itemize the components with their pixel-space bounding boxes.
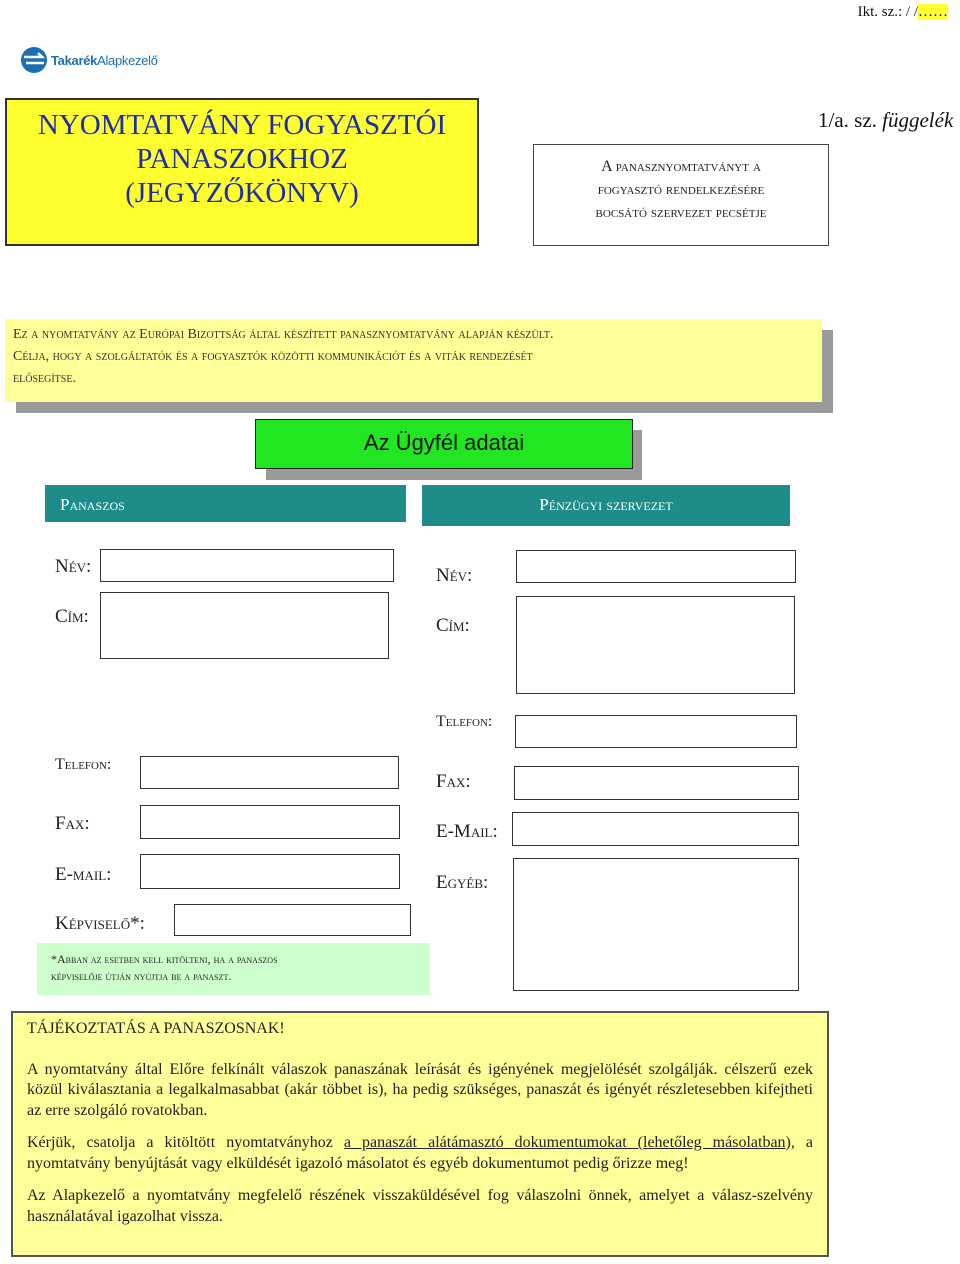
institution-phone-field[interactable] bbox=[515, 715, 797, 748]
attachments-emphasis: a panaszát alátámasztó dokumentumokat (lehetőleg másolatban), bbox=[343, 1134, 795, 1151]
institution-fax-field[interactable] bbox=[514, 766, 799, 800]
complainant-address-label: Cím: bbox=[55, 606, 89, 627]
complainant-name-label: Név: bbox=[55, 556, 92, 577]
registry-highlight: …… bbox=[918, 4, 948, 20]
complainant-information-box bbox=[11, 1011, 829, 1257]
institution-name-label: Név: bbox=[436, 565, 473, 586]
info-paragraph-2: Kérjük, csatolja a kitöltött nyomtatványhoz a panaszát alátámasztó dokumentumokat (lehetőleg másolatban), a nyomtatvány benyújtását vagy elküldését igazoló másolatot és egyéb dokumentumot pedig őrizze meg! bbox=[27, 1134, 814, 1172]
info-paragraph-3: Az Alapkezelő a nyomtatvány megfelelő részének visszaküldésével fog válaszolni önnek, amelyet a válasz-szelvény használatával igazolhat vissza. bbox=[27, 1187, 813, 1225]
stamp-box: A panasznyomtatványt a fogyasztó rendelkezésére bocsátó szervezet pecsétje bbox=[533, 144, 829, 246]
logo-text: TakarékAlapkezelő bbox=[51, 52, 158, 68]
complainant-fax-field[interactable] bbox=[140, 805, 400, 839]
complainant-address-field[interactable] bbox=[100, 592, 389, 659]
representative-label: Képviselő*: bbox=[55, 913, 145, 934]
representative-field[interactable] bbox=[174, 904, 411, 936]
institution-email-label: E-Mail: bbox=[436, 821, 498, 842]
institution-name-field[interactable] bbox=[516, 550, 796, 583]
takarek-logo-icon bbox=[20, 46, 48, 74]
form-title: NYOMTATVÁNY FOGYASZTÓI PANASZOKHOZ (JEGYZŐKÖNYV) bbox=[5, 98, 479, 246]
institution-fax-label: Fax: bbox=[436, 771, 471, 792]
institution-email-field[interactable] bbox=[512, 812, 799, 846]
info-paragraph-1: A nyomtatvány által Előre felkínált válaszok panaszának leírását és igényének megjelölését szolgálják. célszerű ezek közül kiválasztania a legalkalmasabbat (akár többet is), ha pedig szükséges, panaszát és igényét részletesebben kifejtheti az erre szolgáló rovatokban. bbox=[27, 1060, 813, 1119]
complainant-phone-field[interactable] bbox=[140, 756, 399, 789]
institution-address-field[interactable] bbox=[516, 596, 795, 694]
complainant-name-field[interactable] bbox=[100, 549, 394, 582]
registry-number: Ikt. sz.: / /…… bbox=[857, 4, 948, 20]
representative-footnote: *Abban az esetben kell kitölteni, ha a panaszos képviselője útján nyújtja be a panaszt. bbox=[37, 943, 430, 995]
institution-other-label: Egyéb: bbox=[436, 872, 489, 893]
complainant-email-field[interactable] bbox=[140, 854, 400, 889]
client-data-heading: Az Ügyfél adatai bbox=[255, 419, 633, 469]
complainant-email-label: E-mail: bbox=[55, 864, 112, 885]
institution-other-field[interactable] bbox=[513, 858, 799, 991]
appendix-label: 1/a. sz. függelék bbox=[818, 108, 954, 132]
info-heading: TÁJÉKOZTATÁS A PANASZOSNAK! bbox=[27, 1020, 285, 1037]
complainant-header: Panaszos bbox=[45, 485, 406, 522]
notice-box: Ez a nyomtatvány az Európai Bizottság által készített panasznyomtatvány alapján készült. Célja, hogy a szolgáltatók és a fogyasztók közötti kommunikációt és a viták rendezését elősegítse. bbox=[5, 319, 822, 402]
financial-institution-header: Pénzügyi szervezet bbox=[422, 485, 790, 526]
complainant-phone-label: Telefon: bbox=[55, 756, 112, 773]
institution-phone-label: Telefon: bbox=[436, 713, 493, 730]
institution-address-label: Cím: bbox=[436, 615, 470, 636]
complainant-fax-label: Fax: bbox=[55, 813, 90, 834]
company-logo bbox=[20, 46, 158, 74]
